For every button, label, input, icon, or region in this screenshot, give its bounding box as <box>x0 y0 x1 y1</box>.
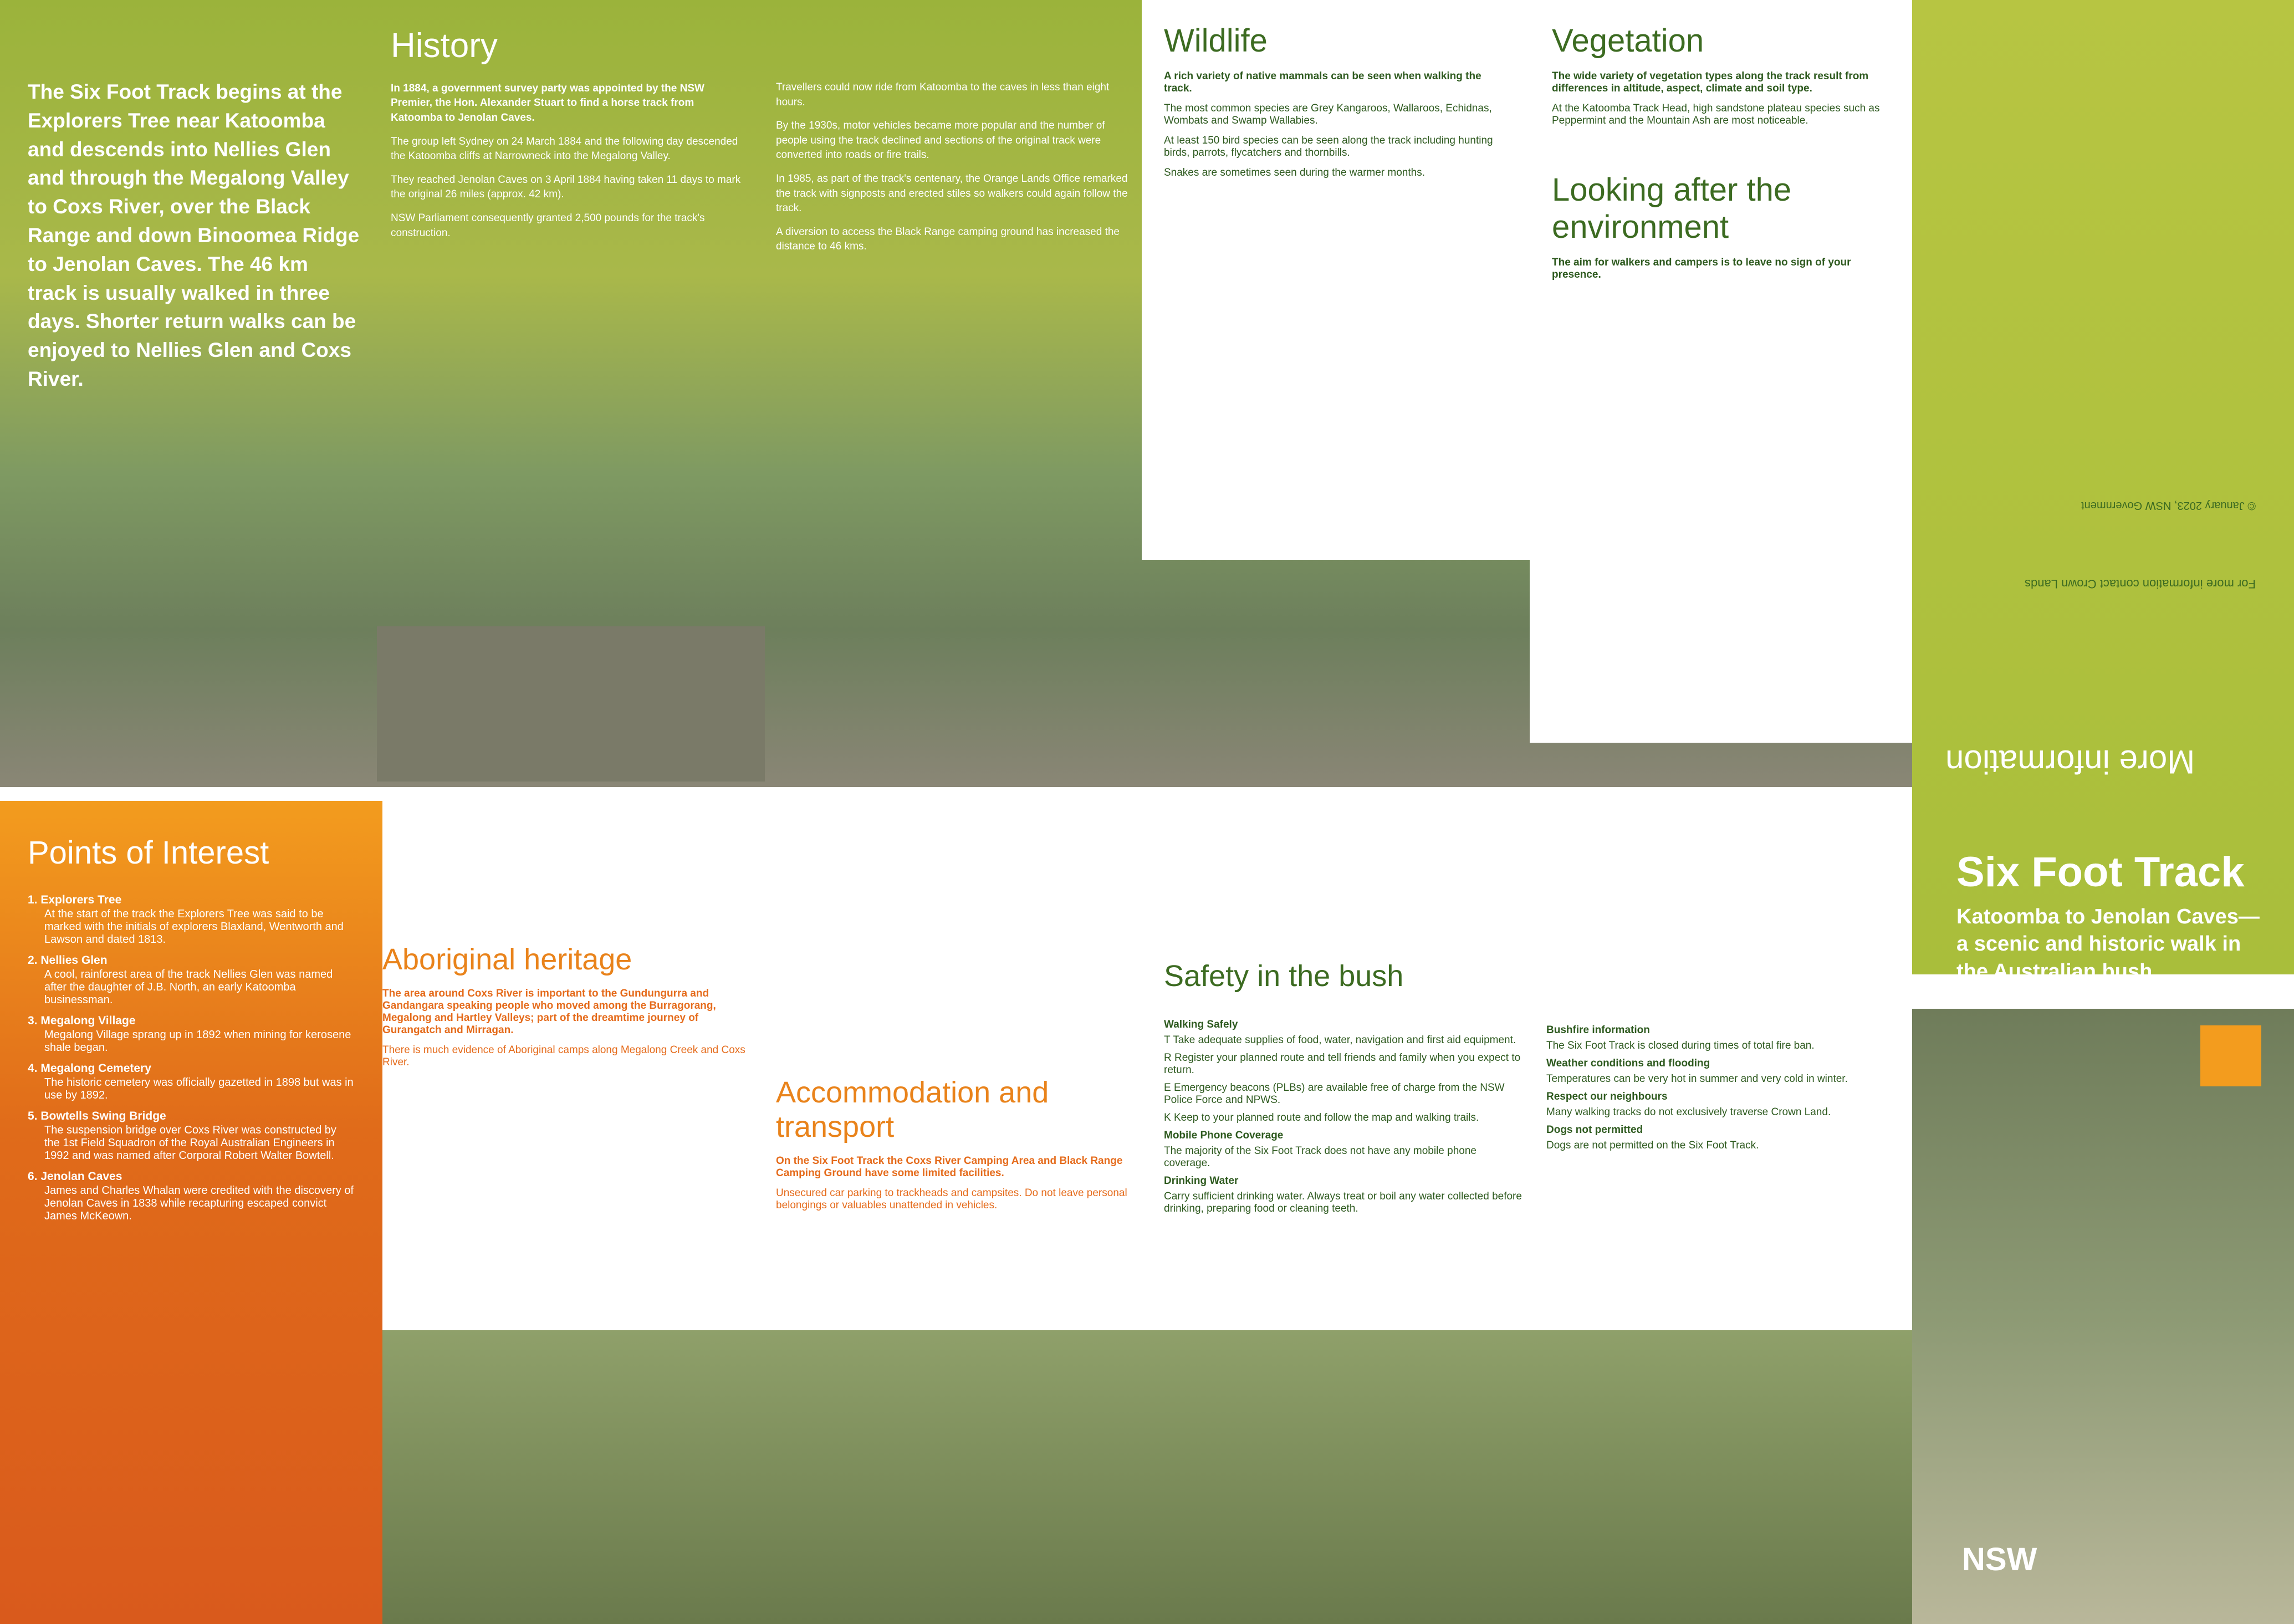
wildlife-p1: The most common species are Grey Kangaroos, Wallaroos, Echidnas, Wombats and Swamp Wallabies. <box>1164 103 1492 126</box>
river-rocks-photo <box>377 626 765 782</box>
safety-heading: Weather conditions and flooding <box>1546 1058 1710 1069</box>
environment-title: Looking after the environment <box>1552 172 1792 245</box>
safety-column-2 <box>1546 1020 1901 1157</box>
history-continued <box>776 80 1131 263</box>
vegetation-title: Vegetation <box>1552 23 1704 59</box>
safety-text: Many walking tracks do not exclusively traverse Crown Land. <box>1546 1106 1831 1118</box>
poi-text: The suspension bridge over Coxs River was constructed by the 1st Field Squadron of the Royal Australian Engineers in 1992 and was named after Corporal Robert Walter Bowtell. <box>44 1124 336 1162</box>
vegetation-p1: At the Katoomba Track Head, high sandstone plateau species such as Peppermint and the Mountain Ash are most noticeable. <box>1552 103 1880 126</box>
poi-heading: 3. Megalong Village <box>28 1014 136 1027</box>
safety-heading: Dogs not permitted <box>1546 1124 1643 1136</box>
tree-photo <box>1912 1009 2294 1624</box>
points-of-interest <box>0 801 382 1624</box>
walkers-photo-strip <box>382 1330 1912 1624</box>
history-section <box>391 22 745 249</box>
poi-heading: 1. Explorers Tree <box>28 893 122 906</box>
aboriginal-p1: There is much evidence of Aboriginal camps along Megalong Creek and Coxs River. <box>382 1044 745 1068</box>
more-information-title: More information <box>1945 743 2195 780</box>
safety-text: Carry sufficient drinking water. Always treat or boil any water collected before drinking, preparing food or cleaning teeth. <box>1164 1191 1522 1214</box>
cover-subtitle: Katoomba to Jenolan Caves— a scenic and historic walk in the Australian bush <box>1956 905 2260 983</box>
safety-text: E Emergency beacons (PLBs) are available free of charge from the NSW Police Force and NPWS. <box>1164 1082 1505 1106</box>
poi-heading: 4. Megalong Cemetery <box>28 1062 151 1075</box>
history-p7: By the 1930s, motor vehicles became more popular and the number of people using the track declined and sections of the original track were converted into roads or fire trails. <box>776 120 1105 161</box>
safety-text: The majority of the Six Foot Track does not have any mobile phone coverage. <box>1164 1145 1476 1169</box>
vegetation-section <box>1530 0 1912 743</box>
history-p9: In 1985, as part of the track's centenary, the Orange Lands Office remarked the track with signposts and erected stiles so walkers could again follow the track. <box>776 172 1128 215</box>
history-p5: NSW Parliament consequently granted 2,500 pounds for the track's construction. <box>391 212 705 239</box>
accommodation-section <box>776 1075 1131 1219</box>
wildlife-lead: A rich variety of native mammals can be seen when walking the track. <box>1164 70 1481 94</box>
history-p4: They reached Jenolan Caves on 3 April 1884 having taken 11 days to mark the original 26 miles (approx. 42 km). <box>391 173 741 201</box>
safety-heading: Drinking Water <box>1164 1175 1239 1187</box>
poi-heading: 5. Bowtells Swing Bridge <box>28 1110 166 1122</box>
aboriginal-lead: The area around Coxs River is important to the Gundungurra and Gandangara speaking people who moved among the Burragorang, Megalong and Hartley Valleys; part of the dreamtime journey of Gurangatch and Mirragan. <box>382 988 716 1036</box>
safety-text: Dogs are not permitted on the Six Foot Track. <box>1546 1140 1759 1151</box>
contact-text: For more information contact Crown Lands <box>2025 577 2256 591</box>
history-title: History <box>391 27 498 65</box>
cover-title: Six Foot Track <box>1956 849 2245 896</box>
poi-heading: 2. Nellies Glen <box>28 954 108 967</box>
safety-heading: Bushfire information <box>1546 1024 1650 1036</box>
copyright-text: © January 2023, NSW Government <box>2081 499 2256 512</box>
cover-panel <box>1912 0 2294 1624</box>
poi-text: The historic cemetery was officially gazetted in 1898 but was in use by 1892. <box>44 1076 354 1101</box>
history-p2: The group left Sydney on 24 March 1884 and the following day descended the Katoomba cliffs at Narrowneck into the Megalong Valley. <box>391 135 738 162</box>
history-p1: In 1884, a government survey party was appointed by the NSW Premier, the Hon. Alexander Stuart to find a horse track from Katoomba to Jenolan Caves. <box>391 82 704 124</box>
environment-lead: The aim for walkers and campers is to leave no sign of your presence. <box>1552 257 1851 280</box>
safety-text: K Keep to your planned route and follow the map and walking trails. <box>1164 1112 1479 1123</box>
walker-icon <box>2200 1025 2261 1086</box>
aboriginal-heritage-section <box>382 942 759 1076</box>
vegetation-lead: The wide variety of vegetation types along the track result from differences in altitude, aspect, climate and soil type. <box>1552 70 1869 94</box>
history-p10: A diversion to access the Black Range camping ground has increased the distance to 46 kms. <box>776 226 1120 253</box>
accommodation-p1: Unsecured car parking to trackheads and campsites. Do not leave personal belongings or valuables unattended in vehicles. <box>776 1187 1127 1211</box>
aboriginal-title: Aboriginal heritage <box>382 943 632 976</box>
wildlife-p2: At least 150 bird species can be seen along the track including hunting birds, parrots, flycatchers and thornbills. <box>1164 135 1493 159</box>
safety-title: Safety in the bush <box>1164 959 1404 993</box>
accommodation-title: Accommodation and transport <box>776 1076 1049 1143</box>
poi-text: At the start of the track the Explorers Tree was said to be marked with the initials of explorers Blaxland, Wentworth and Lawson and dated 1813. <box>44 908 344 946</box>
history-p6: Travellers could now ride from Katoomba to the caves in less than eight hours. <box>776 81 1110 108</box>
safety-text: Temperatures can be very hot in summer and very cold in winter. <box>1546 1073 1848 1085</box>
safety-text: T Take adequate supplies of food, water, navigation and first aid equipment. <box>1164 1034 1516 1046</box>
poi-heading: 6. Jenolan Caves <box>28 1170 122 1183</box>
safety-column-1 <box>1164 1014 1524 1220</box>
safety-heading: Mobile Phone Coverage <box>1164 1130 1284 1141</box>
nsw-logo: NSW <box>1962 1541 2037 1577</box>
safety-heading: Respect our neighbours <box>1546 1091 1668 1102</box>
safety-heading: Walking Safely <box>1164 1019 1238 1030</box>
wildlife-p3: Snakes are sometimes seen during the warmer months. <box>1164 167 1425 178</box>
accommodation-lead: On the Six Foot Track the Coxs River Camping Area and Black Range Camping Ground have some limited facilities. <box>776 1155 1123 1179</box>
poi-title: Points of Interest <box>28 835 269 871</box>
poi-text: Megalong Village sprang up in 1892 when mining for kerosene shale began. <box>44 1029 351 1054</box>
poi-text: A cool, rainforest area of the track Nellies Glen was named after the daughter of J.B. North, an early Katoomba businessman. <box>44 968 333 1006</box>
safety-text: The Six Foot Track is closed during times of total fire ban. <box>1546 1040 1815 1051</box>
poi-text: James and Charles Whalan were credited with the discovery of Jenolan Caves in 1838 while recapturing escaped convict James McKeown. <box>44 1184 354 1222</box>
intro-text: The Six Foot Track begins at the Explorers Tree near Katoomba and descends into Nellies Glen and through the Megalong Valley to Coxs River, over the Black Range and down Binoomea Ridge to Jenolan Caves. The 46 km track is usually walked in three days. Shorter return walks can be enjoyed to Nellies Glen and Coxs River. <box>28 80 360 390</box>
safety-text: R Register your planned route and tell friends and family when you expect to return. <box>1164 1052 1521 1076</box>
wildlife-title: Wildlife <box>1164 23 1268 59</box>
wildlife-section <box>1142 0 1530 560</box>
